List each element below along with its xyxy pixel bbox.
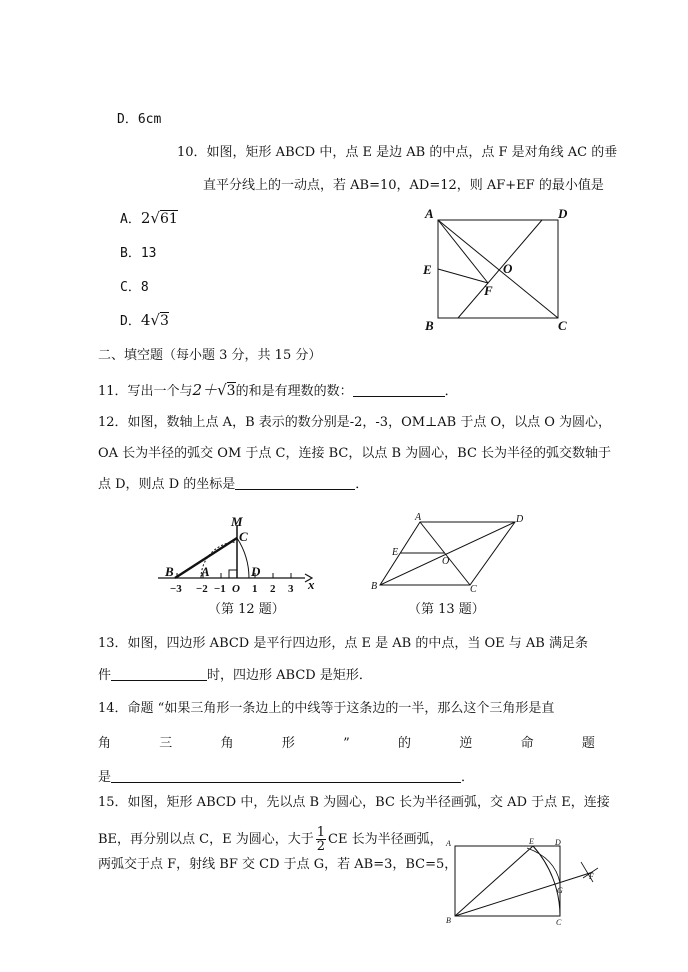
label-a: A <box>446 839 451 848</box>
label-d: D <box>558 206 568 221</box>
q14-word: 角 <box>98 736 112 751</box>
segment-be <box>455 846 533 916</box>
segment-ef <box>438 269 488 283</box>
tick-label: −3 <box>170 583 182 595</box>
q14-word: 题 <box>581 736 595 751</box>
q15-line2-suffix: CE 长为半径画弧， <box>328 832 443 847</box>
q13-line2-suffix: 时，四边形 ABCD 是矩形． <box>207 668 372 683</box>
q14-word: 形 <box>281 736 295 751</box>
label-x: x <box>308 577 315 592</box>
segment-af <box>438 220 488 283</box>
q11-answer-blank[interactable] <box>353 384 445 397</box>
q14-word: 角 <box>220 736 234 751</box>
q13-figure <box>370 512 540 595</box>
arc-construction <box>527 848 560 883</box>
option-a-radicand: 61 <box>159 211 178 227</box>
q14-line3-end: ． <box>461 770 475 785</box>
tick-label: 2 <box>270 583 276 595</box>
label-e: E <box>423 262 432 277</box>
label-d: D <box>251 564 261 579</box>
ray-bf <box>455 872 593 916</box>
arc-b-center <box>533 846 560 916</box>
tick-label: O <box>232 583 240 595</box>
q15-line1: 15．如图，矩形 ABCD 中，先以点 B 为圆心，BC 长为半径画弧，交 AD 于点 E，连接 <box>98 795 610 810</box>
q10-option-c: C．8 <box>120 280 149 295</box>
fraction-numerator: 1 <box>316 825 326 840</box>
label-m: M <box>231 514 243 529</box>
tick-label: −2 <box>196 583 208 595</box>
option-d-label: D． <box>120 314 141 329</box>
label-e: E <box>529 837 534 846</box>
q11 <box>98 383 458 398</box>
right-angle-mark <box>229 570 237 578</box>
fraction-denominator: 2 <box>316 839 326 854</box>
q12-line3 <box>98 477 368 491</box>
label-a: A <box>201 564 210 579</box>
tick-label: 3 <box>288 583 294 595</box>
q11-prefix: 11．写出一个与 <box>98 384 193 399</box>
q14-word: ” <box>343 736 350 751</box>
arc-bc <box>237 538 249 578</box>
label-g: G <box>557 886 563 895</box>
q12-line3-prefix: 点 D，则点 D 的坐标是 <box>98 477 236 492</box>
label-f: F <box>589 872 594 881</box>
q11-suffix: 的和是有理数的数： <box>235 384 353 399</box>
q11-end: ． <box>444 384 458 399</box>
q12-line3-end: ． <box>355 477 369 492</box>
q13-caption: （第 13 题） <box>408 602 485 617</box>
q11-radicand: 3 <box>226 383 236 399</box>
q15-line2 <box>98 826 443 853</box>
q10-stem-line2: 直平分线上的一动点，若 AB=10，AD=12，则 AF+EF 的最小值是 <box>203 178 604 193</box>
q14-line2 <box>98 737 595 750</box>
tick-label: −1 <box>214 583 226 595</box>
rectangle-abcd <box>455 846 560 916</box>
label-a: A <box>425 206 434 221</box>
tick-label: 1 <box>252 583 258 595</box>
label-c: C <box>470 584 477 595</box>
label-e: E <box>392 547 399 558</box>
section-heading: 二、填空题（每小题 3 分，共 15 分） <box>98 348 322 363</box>
label-d: D <box>555 838 561 847</box>
q10-figure <box>420 205 570 335</box>
q10-option-a <box>120 211 178 226</box>
label-o: O <box>442 556 450 567</box>
option-d-radicand: 3 <box>159 313 169 329</box>
sqrt-sign: √ <box>217 381 227 399</box>
label-b: B <box>446 916 451 925</box>
q10-stem-line1: 10．如图，矩形 ABCD 中，点 E 是边 AB 的中点，点 F 是对角线 AC 的垂 <box>177 145 618 160</box>
q10-option-b: B．13 <box>120 246 157 261</box>
label-f: F <box>484 283 493 298</box>
fraction-one-half <box>316 826 326 853</box>
label-o: O <box>503 261 513 276</box>
q9-option-d: D．6cm <box>117 112 162 127</box>
q15-figure <box>443 838 613 928</box>
q14-line3-prefix: 是 <box>98 770 112 785</box>
sqrt-sign: √ <box>150 209 160 227</box>
q10-option-d <box>120 313 169 328</box>
q14-word: 的 <box>398 736 412 751</box>
q14-word: 逆 <box>459 736 473 751</box>
q12-caption: （第 12 题） <box>208 602 285 617</box>
q13-answer-blank[interactable] <box>111 668 207 681</box>
q13-line2-prefix: 件 <box>98 668 112 683</box>
q15-line3: 两弧交于点 F，射线 BF 交 CD 于点 G，若 AB=3，BC=5， <box>98 857 458 872</box>
q14-line1: 14．命题 “如果三角形一条边上的中线等于这条边的一半，那么这个三角形是直 <box>98 701 555 716</box>
q12-line1: 12．如图，数轴上点 A，B 表示的数分别是-2，-3，OM⊥AB 于点 O，以点 O 为圆心， <box>98 415 612 430</box>
q11-expr: 2＋ <box>192 381 218 399</box>
q14-word: 命 <box>520 736 534 751</box>
q14-answer-blank[interactable] <box>111 770 461 783</box>
label-b: B <box>425 318 434 333</box>
q14-line3 <box>98 770 474 784</box>
label-d: D <box>516 514 524 525</box>
label-b: B <box>165 564 174 579</box>
diagonal-ac <box>438 220 558 318</box>
q15-line2-prefix: BE，再分别以点 C，E 为圆心，大于 <box>98 832 314 847</box>
option-a-label: A． <box>120 212 141 227</box>
q12-line2: OA 长为半径的弧交 OM 于点 C，连接 BC，以点 B 为圆心，BC 长为半径的弧交数轴于 <box>98 446 612 461</box>
sqrt-sign: √ <box>150 311 160 329</box>
q13-line2 <box>98 668 372 682</box>
q12-answer-blank[interactable] <box>235 477 355 490</box>
option-a-coef: 2 <box>140 209 151 227</box>
label-c: C <box>239 529 248 544</box>
perpendicular-bisector <box>458 220 542 318</box>
label-a: A <box>415 512 422 523</box>
q13-line1: 13．如图，四边形 ABCD 是平行四边形，点 E 是 AB 的中点，当 OE 与 AB 满足条 <box>98 636 588 651</box>
option-d-coef: 4 <box>140 311 151 329</box>
q14-word: 三 <box>159 736 173 751</box>
label-c: C <box>558 318 567 333</box>
label-c: C <box>556 918 562 927</box>
label-b: B <box>371 581 378 592</box>
q12-figure <box>155 515 325 605</box>
